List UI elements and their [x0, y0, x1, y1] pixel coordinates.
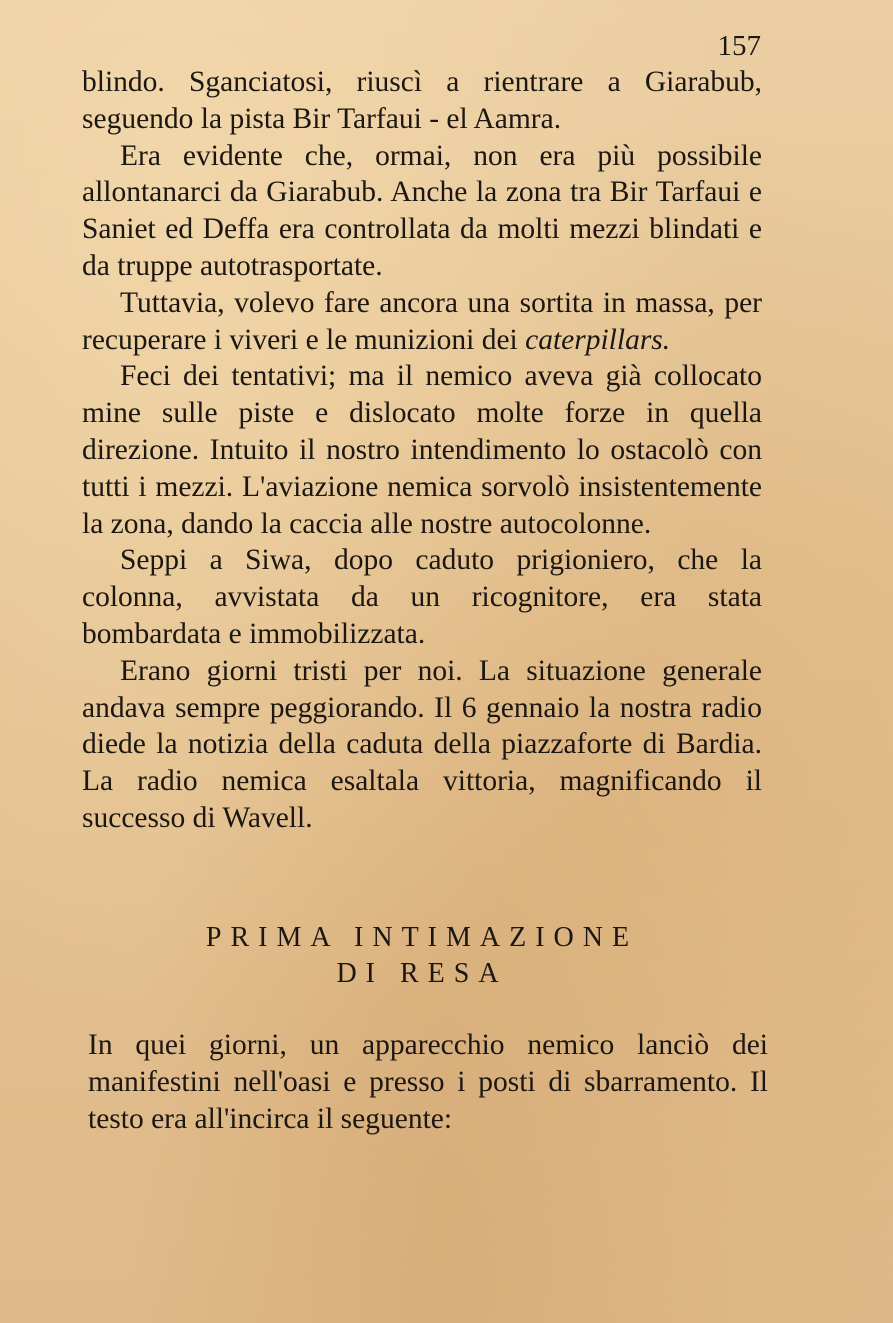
- paragraph-3: [82, 285, 762, 359]
- section-heading: [82, 920, 762, 992]
- paragraph-6: Erano giorni tristi per noi. La situazione generale andava sempre peggiorando. Il 6 gennaio la nostra radio diede la notizia della caduta della piazzaforte di Bardia. La radio nemica esaltala vittoria, magnificando il successo di Wavell.: [82, 654, 762, 834]
- body-text-top: [82, 64, 762, 837]
- paragraph-1: blindo. Sganciatosi, riuscì a rientrare a Giarabub, seguendo la pista Bir Tarfaui - el Aamra.: [82, 66, 762, 135]
- page-number: 157: [717, 30, 761, 62]
- paragraph-3-text: Tuttavia, volevo fare ancora una sortita in massa, per recuperare i viveri e le munizioni dei: [82, 286, 762, 356]
- paragraph-2: Era evidente che, ormai, non era più possibile allontanarci da Giarabub. Anche la zona tra Bir Tarfaui e Saniet ed Deffa era controllata da molti mezzi blindati e da truppe autotrasportate.: [82, 139, 762, 282]
- paragraph-5: Seppi a Siwa, dopo caduto prigioniero, che la colonna, avvistata da un ricognitore, era stata bombardata e immobilizzata.: [82, 544, 762, 650]
- paragraph-7: In quei giorni, un apparecchio nemico lanciò dei manifestini nell'oasi e presso i posti di sbarramento. Il testo era all'incirca il seguente:: [88, 1029, 768, 1135]
- section-heading-line-1: PRIMA INTIMAZIONE: [205, 922, 639, 953]
- paragraph-4: Feci dei tentativi; ma il nemico aveva già collocato mine sulle piste e dislocato molte forze in quella direzione. Intuito il nostro intendimento lo ostacolò con tutti i mezzi. L'aviazione nemica sorvolò insistentemente la zona, dando la caccia alle nostre autocolonne.: [82, 360, 762, 540]
- section-heading-line-2: DI RESA: [336, 958, 508, 989]
- body-text-bottom: [88, 1027, 768, 1137]
- paragraph-3-italic-word: caterpillars.: [525, 323, 671, 356]
